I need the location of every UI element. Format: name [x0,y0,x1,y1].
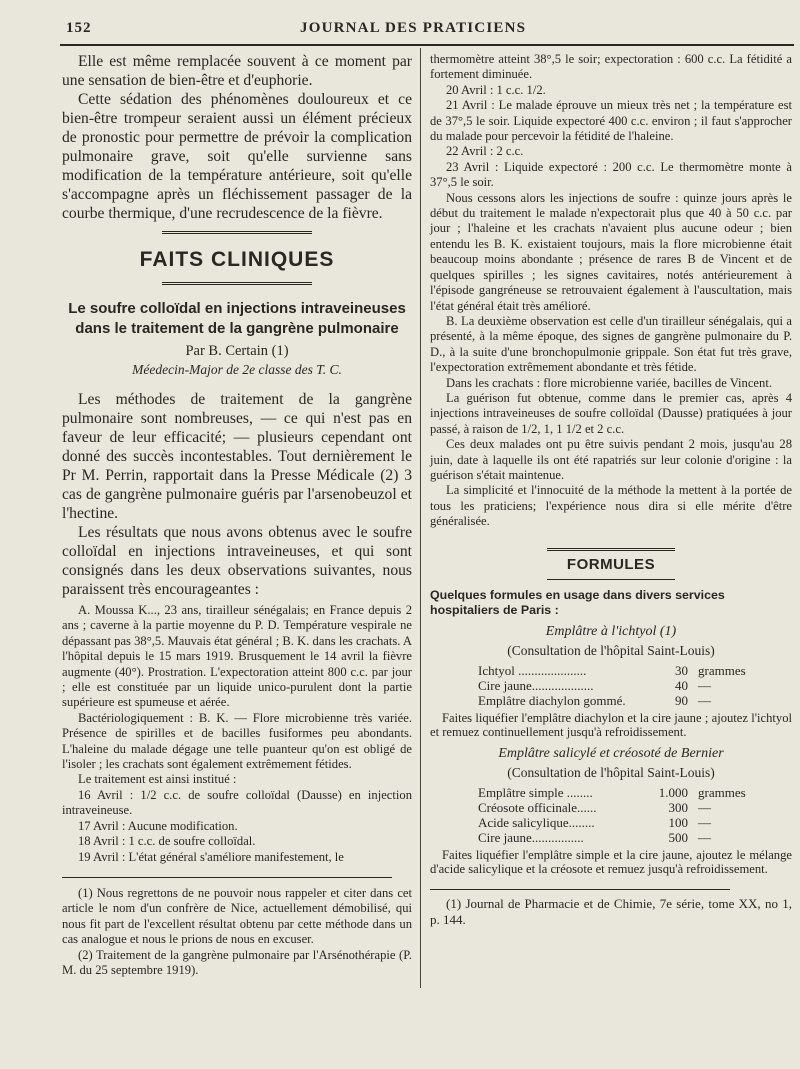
ingredient-row: Emplâtre simple ........ 1.000 grammes [478,784,746,800]
observation-paragraph: 18 Avril : 1 c.c. de soufre colloïdal. [78,834,256,849]
byline: Par B. Certain (1) [185,343,289,359]
formules-heading [547,548,675,580]
formules-intro: Quelques formules en usage dans divers services hospitaliers de Paris : [430,587,725,617]
right-column [430,52,792,928]
observation-paragraph: A. Moussa K..., 23 ans, tirailleur sénégalais; en France depuis 2 ans ; caverne à la partie moyenne du P. D. Température vespirale ne dépassant pas 38°,5. Mauvais état général ; B. K. dans les crachats. A l'hôpital depuis le 15 mars 1919. Brusquement le 14 avril la fièvre augmente (40°). Prostration. L'expectoration atteint 800 c.c. par jour ; elle est constituée par un liquide unico-purulent dont la partie supérieure est spumeuse et aérée. [62,603,412,710]
section-divider [162,231,312,234]
case-paragraph: 20 Avril : 1 c.c. 1/2. [446,82,546,97]
intro-paragraph: Elle est même remplacée souvent à ce moment par une sensation de bien-être et d'euphorie. [62,53,412,89]
ingredient-row: Ichtyol ..................... 30 grammes [478,662,746,678]
section-divider [162,282,312,285]
formula-source: (Consultation de l'hôpital Saint-Louis) [507,642,715,658]
case-paragraph: Dans les crachats : flore microbienne variée, bacilles de Vincent. [446,375,772,390]
observation-paragraph: 19 Avril : L'état général s'améliore manifestement, le [78,849,344,864]
article-title: Le soufre colloïdal en injections intraveineuses dans le traitement de la gangrène pulmonaire [68,300,406,337]
footnote-rule [62,877,392,878]
page-number: 152 [66,20,92,36]
observation-paragraph: 16 Avril : 1/2 c.c. de soufre colloïdal (Dausse) en injection intraveineuse. [62,787,412,818]
author-rank: Méedecin-Major de 2e classe des T. C. [132,362,342,377]
left-column [62,52,412,978]
ingredient-row: Cire jaune................... 40 — [478,677,711,693]
observation-paragraph: Le traitement est ainsi institué : [78,772,237,787]
observation-paragraph: 17 Avril : Aucune modification. [78,818,238,833]
observation-paragraph: Bactériologiquement : B. K. — Flore microbienne très variée. Présence de spirilles et de bacilles fusiformes peu abondants. L'haleine du malade dégage une telle puanteur qu'on est obligé de l'isoler ; les crachats sont également extrêmement fétides. [62,710,412,772]
ingredient-list [478,663,792,708]
case-paragraph: thermomètre atteint 38°,5 le soir; expectoration : 600 c.c. La fétidité a fortement diminuée. [430,52,792,82]
footnote-rule [430,889,730,890]
case-paragraph: La simplicité et l'innocuité de la méthode la mettent à la portée de tous les praticiens; l'expérience nous dira si elle mérite d'être généralisée. [430,483,792,529]
column-divider [420,48,421,988]
ingredient-row: Créosote officinale...... 300 — [478,799,711,815]
running-head: JOURNAL DES PRATICIENS [300,20,527,36]
case-paragraph: La guérison fut obtenue, comme dans le premier cas, après 4 injections intraveineuses de soufre colloïdal (Dausse) pratiquées à jour passé, à raison de 1/2, 1, 1 1/2 et 2 c.c. [430,390,792,436]
case-paragraph: 22 Avril : 2 c.c. [446,144,524,159]
ingredient-row: Acide salicylique........ 100 — [478,814,711,830]
intro-paragraph: Cette sédation des phénomènes douloureux et ce bien-être trompeur seraient aussi un élément précieux de pronostic pour permettre de prévoir la complication pulmonaire grave, soit qu'elle survienne sans modification de la température antérieure, soit qu'elle s'accompagne après un fléchissement passager de la courbe thermique, d'une recrudescence de la fièvre. [62,91,412,222]
case-paragraph: 23 Avril : Liquide expectoré : 200 c.c. Le thermomètre monte à 37°,5 le soir. [430,159,792,190]
body-paragraph: Les méthodes de traitement de la gangrène pulmonaire sont nombreuses, — ce qui n'est pas en faveur de leur efficacité; — plusieurs cependant ont donné des succès incontestables. Tout dernièrement le Pr M. Perrin, rapportait dans la Presse Médicale (2) 3 cas de gangrène pulmonaire guéris par l'arsenobeuzol et l'hectine. [62,391,412,522]
case-paragraph: Ces deux malades ont pu être suivis pendant 2 mois, jusqu'au 28 juin, date à laquelle ils ont été rapatriés sur leur colonie d'origine : la guérison s'était maintenue. [430,437,792,482]
ingredient-row: Cire jaune................ 500 — [478,829,711,845]
ingredient-row: Emplâtre diachylon gommé. 90 — [478,692,711,708]
formula-source: (Consultation de l'hôpital Saint-Louis) [507,764,715,780]
formula-title: Emplâtre salicylé et créosoté de Bernier [498,745,724,761]
header-rule [60,44,794,46]
body-paragraph: Les résultats que nous avons obtenus avec le soufre colloïdal en injections intraveineuses, et qui sont consignés dans les deux observations suivantes, nous paraissent très encourageantes : [62,524,412,598]
formula-instructions: Faites liquéfier l'emplâtre simple et la cire jaune, ajoutez le mélange d'acide salicylique et la créosote et remuez jusqu'à refroidissement. [430,847,792,877]
footnote: (1) Journal de Pharmacie et de Chimie, 7e série, tome XX, no 1, p. 144. [430,895,792,927]
formules-title: FORMULES [566,555,656,573]
case-paragraph: Nous cessons alors les injections de soufre : quinze jours après le début du traitement le malade n'expectorait plus que 40 à 50 c.c. par jour ; l'haleine et les crachats n'avaient plus aucune odeur ; bien entendu les B. K. existaient toujours, mais la flore microbienne était beaucoup moins abondante ; présence de rares B de Vincent et de quelques spirilles ; les signes cavitaires, notés antérieurement à l'épisode gangréneuse se retrouvaient également à l'auscultation, mais l'état général était très amélioré. [430,190,792,313]
footnote: (2) Traitement de la gangrène pulmonaire par l'Arsénothérapie (P. M. du 25 septembre 1919). [62,947,412,977]
formula-title: Emplâtre à l'ichtyol (1) [545,623,677,639]
footnote: (1) Nous regrettons de ne pouvoir nous rappeler et citer dans cet article le nom d'un confrère de Nice, actuellement démobilisé, qui nous fit part de l'excellent résultat obtenu par cette méthode dans un cas analogue et nous le prions de nous en excuser. [62,885,412,947]
ingredient-list [478,785,792,845]
case-paragraph: 21 Avril : Le malade éprouve un mieux très net ; la température est de 37°,5 le soir. Liquide expectoré 400 c.c. environ ; il faut s'approcher du malade pour percevoir la fétidité de l'haleine. [430,98,792,144]
case-paragraph: B. La deuxième observation est celle d'un tirailleur sénégalais, qui a présenté, à la même époque, des signes de gangrène pulmonaire du P. D., à la suite d'une bronchopulmonie grippale. Son état fut très grave, l'expectoration extrêmement abondante et très fétide. [430,313,792,375]
section-title: FAITS CLINIQUES [139,248,335,271]
formula-instructions: Faites liquéfier l'emplâtre diachylon et la cire jaune ; ajoutez l'ichtyol et remuez continuellement jusqu'à refroidissement. [430,710,792,740]
